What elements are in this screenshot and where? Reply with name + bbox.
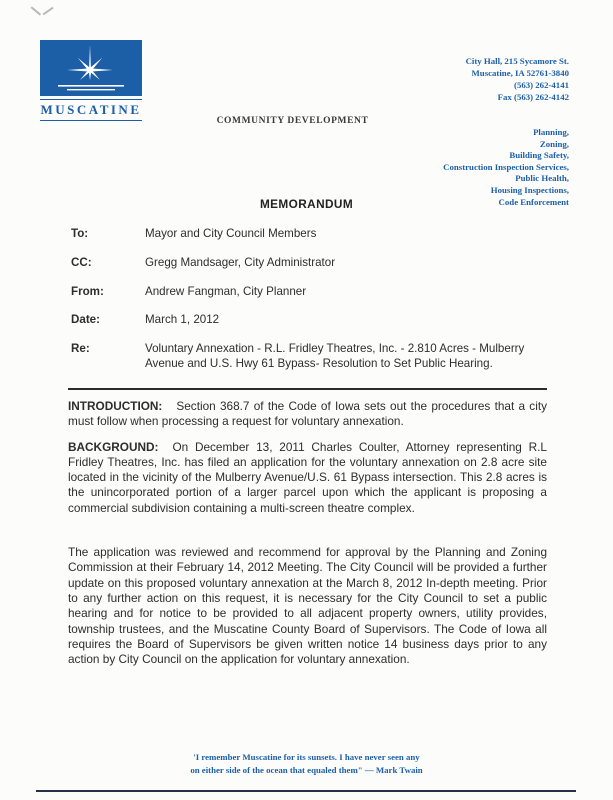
background-label: BACKGROUND:	[68, 439, 159, 454]
service-item: Construction Inspection Services,	[443, 161, 569, 172]
department-title: COMMUNITY DEVELOPMENT	[216, 116, 369, 126]
scan-artifact	[30, 6, 56, 18]
service-item: Zoning,	[539, 138, 569, 149]
contact-line: Muscatine, IA 52761-3840	[471, 68, 569, 78]
field-row-re	[71, 342, 549, 372]
field-value: March 1, 2012	[145, 313, 220, 327]
city-logo	[40, 40, 142, 121]
field-label: From:	[71, 284, 104, 298]
memo-fields	[71, 227, 549, 386]
memo-title: MEMORANDUM	[259, 197, 354, 211]
service-item: Planning,	[533, 127, 569, 137]
background-text: On December 13, 2011 Charles Coulter, Attorney representing R.L Fridley Theatres, Inc. has filed an application for the voluntary annexation on 2.8 acre site located in the vicinity of the Mulberry Avenue/U.S. 61 Bypass intersection. This 2.8 acres is the unincorporated portion of a larger parcel upon which the applicant is proposing a commercial subdivision containing a multi-screen theatre complex.	[68, 439, 547, 515]
contact-line: City Hall, 215 Sycamore St.	[465, 56, 569, 66]
introduction-paragraph	[68, 399, 547, 430]
field-label: CC:	[71, 255, 92, 269]
service-item: Public Health,	[515, 173, 569, 184]
field-row-date	[71, 313, 549, 328]
contact-line: Fax (563) 262-4142	[497, 92, 569, 102]
quote-line: on either side of the ocean that equaled them" — Mark Twain	[190, 764, 423, 775]
services-list	[443, 127, 569, 208]
field-value: Mayor and City Council Members	[145, 227, 317, 240]
service-item: Code Enforcement	[498, 196, 569, 207]
field-value: Andrew Fangman, City Planner	[145, 284, 307, 298]
service-item: Building Safety,	[509, 150, 569, 161]
field-row-from	[71, 285, 549, 300]
section-divider	[68, 388, 547, 390]
contact-line: (563) 262-4141	[514, 80, 569, 90]
field-value: Gregg Mandsager, City Administrator	[145, 255, 336, 269]
field-label: To:	[71, 227, 89, 240]
footer-rule	[36, 790, 576, 792]
logo-wordmark: MUSCATINE	[40, 99, 142, 121]
quote-line: 'I remember Muscatine for its sunsets. I have never seen any	[193, 752, 420, 762]
field-label: Date:	[71, 313, 100, 327]
field-label: Re:	[71, 342, 90, 356]
application-paragraph: The application was reviewed and recommend for approval by the Planning and Zoning Commission at their February 14, 2012 Meeting. The City Council will be provided a further update on this proposed voluntary annexation at the March 8, 2012 In-depth meeting. Prior to any further action on this request, it is necessary for the City Council to set a public hearing and for notice to be provided to all adjacent property owners, utility provides, township trustees, and the Muscatine County Board of Supervisors. The Code of Iowa all requires the Board of Supervisors be given written notice 14 business days prior to any action by City Council on the application for voluntary annexation.	[68, 545, 547, 667]
introduction-text: Section 368.7 of the Code of Iowa sets out the procedures that a city must follow when processing a request for voluntary annexation.	[68, 399, 547, 429]
background-paragraph	[68, 440, 547, 516]
field-row-to	[71, 227, 549, 242]
field-row-cc	[71, 256, 549, 271]
sunburst-logo-icon	[40, 40, 142, 96]
service-item: Housing Inspections,	[490, 184, 569, 195]
footer-quote	[0, 751, 613, 776]
memo-body	[68, 399, 547, 667]
contact-block	[466, 55, 569, 103]
field-value: Voluntary Annexation - R.L. Fridley Theatres, Inc. - 2.810 Acres - Mulberry Avenue and U.S. Hwy 61 Bypass- Resolution to Set Public Hearing.	[145, 342, 525, 370]
introduction-label: INTRODUCTION:	[68, 399, 163, 413]
